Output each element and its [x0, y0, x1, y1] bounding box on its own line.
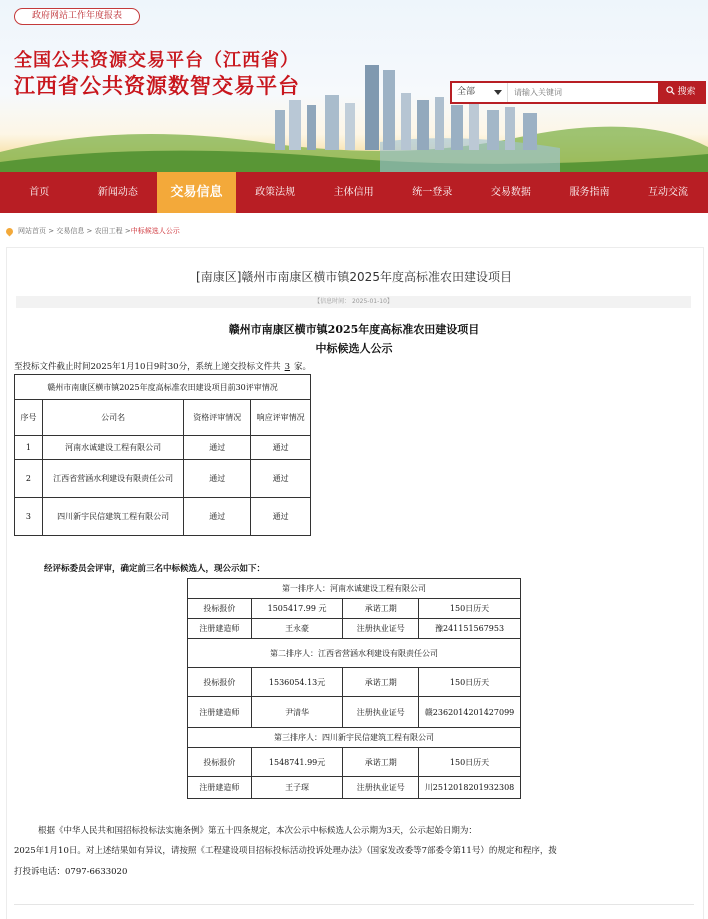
table-row: [188, 777, 521, 799]
site-title-line1: 全国公共资源交易平台（江西省）: [14, 50, 299, 71]
deadline-suffix: 家。: [294, 362, 312, 372]
breadcrumb-path[interactable]: 网站首页 > 交易信息 > 农田工程 >: [18, 227, 131, 235]
engineer-value: 王永豪: [251, 619, 343, 639]
notice-paragraph-3: 打投诉电话：0797-6633020: [14, 867, 128, 877]
bid-price-value: 1548741.99元: [251, 748, 343, 777]
cert-value: 川2512018201932308: [419, 777, 521, 799]
label-bid-price: 投标报价: [188, 599, 252, 619]
table-row: [188, 697, 521, 728]
nav-item-home[interactable]: 首页: [29, 187, 50, 198]
table-header: 序号: [15, 400, 43, 436]
table-row: [15, 436, 311, 460]
search-category-select[interactable]: [452, 83, 508, 102]
table-row: [15, 460, 311, 498]
label-period: 承诺工期: [343, 748, 419, 777]
period-value: 150日历天: [419, 668, 521, 697]
breadcrumb: [6, 226, 180, 236]
label-cert: 注册执业证号: [343, 697, 419, 728]
table-cell: 1: [15, 436, 43, 460]
review-table-caption: 赣州市南康区横市镇2025年度高标准农田建设项目前30评审情况: [15, 375, 311, 400]
label-engineer: 注册建造师: [188, 777, 252, 799]
divider: [14, 904, 694, 905]
nav-item-credit[interactable]: 主体信用: [333, 187, 374, 198]
nav-item-trade-info[interactable]: 交易信息: [157, 172, 236, 213]
notice-paragraph-2: 2025年1月10日。对上述结果如有异议，请按照《工程建设项目招标投标活动投诉处理办法》（国家发改委等7部委令第11号）的规定和程序，拨: [14, 846, 557, 856]
search-bar: [450, 81, 706, 104]
table-row: [188, 619, 521, 639]
search-button[interactable]: [658, 83, 704, 102]
table-cell: 江西省营涵水利建设有限责任公司: [42, 460, 183, 498]
table-cell: 通过: [184, 498, 251, 536]
table-header: 公司名: [42, 400, 183, 436]
table-header: 资格评审情况: [184, 400, 251, 436]
search-category-value: 全部: [457, 87, 476, 97]
nav-item-trade-data[interactable]: 交易数据: [490, 187, 531, 198]
nav-item-login[interactable]: 统一登录: [412, 187, 453, 198]
deadline-line: [14, 360, 311, 372]
engineer-value: 王子琛: [251, 777, 343, 799]
label-engineer: 注册建造师: [188, 619, 252, 639]
table-cell: 河南水诚建设工程有限公司: [42, 436, 183, 460]
nav-item-policy[interactable]: 政策法规: [255, 187, 296, 198]
bid-price-value: 1505417.99 元: [251, 599, 343, 619]
label-period: 承诺工期: [343, 668, 419, 697]
search-icon: [666, 86, 675, 95]
committee-text: 经评标委员会评审，确定前三名中标候选人，现公示如下：: [44, 564, 266, 574]
notice-paragraph-1: 根据《中华人民共和国招标投标法实施条例》第五十四条规定，本次公示中标候选人公示期为3天，公示起始日期为：: [38, 826, 477, 836]
table-cell: 2: [15, 460, 43, 498]
cert-value: 赣2362014201427099: [419, 697, 521, 728]
table-row: [188, 748, 521, 777]
table-cell: 3: [15, 498, 43, 536]
table-cell: 通过: [251, 498, 311, 536]
table-row: [15, 498, 311, 536]
table-row: [188, 599, 521, 619]
table-cell: 通过: [184, 460, 251, 498]
doc-title: 赣州市南康区横市镇2025年度高标准农田建设项目: [228, 323, 480, 336]
bid-count: 3: [284, 362, 291, 372]
candidate-rank-3: 第三排序人：四川新宇民信建筑工程有限公司: [188, 728, 521, 748]
table-header: 响应评审情况: [251, 400, 311, 436]
engineer-value: 尹清华: [251, 697, 343, 728]
label-engineer: 注册建造师: [188, 697, 252, 728]
period-value: 150日历天: [419, 599, 521, 619]
cert-value: 豫241151567953: [419, 619, 521, 639]
period-value: 150日历天: [419, 748, 521, 777]
candidate-table: [187, 578, 521, 799]
doc-subtitle: 中标候选人公示: [315, 342, 393, 355]
label-cert: 注册执业证号: [343, 777, 419, 799]
label-bid-price: 投标报价: [188, 668, 252, 697]
location-pin-icon: [5, 226, 15, 236]
table-cell: 四川新宇民信建筑工程有限公司: [42, 498, 183, 536]
bid-price-value: 1536054.13元: [251, 668, 343, 697]
info-time: 【信息时间： 2025-01-10】: [16, 296, 691, 308]
search-input[interactable]: [508, 83, 658, 102]
main-nav: [0, 172, 708, 213]
nav-item-service-guide[interactable]: 服务指南: [569, 187, 610, 198]
nav-item-news[interactable]: 新闻动态: [97, 187, 138, 198]
deadline-text: 至投标文件截止时间2025年1月10日9时30分，系统上递交投标文件共: [14, 362, 281, 372]
candidate-rank-1: 第一排序人：河南水诚建设工程有限公司: [188, 579, 521, 599]
page-title: [南康区]赣州市南康区横市镇2025年度高标准农田建设项目: [196, 270, 512, 284]
label-period: 承诺工期: [343, 599, 419, 619]
label-bid-price: 投标报价: [188, 748, 252, 777]
annual-report-button[interactable]: 政府网站工作年度报表: [14, 8, 140, 25]
nav-item-interaction[interactable]: 互动交流: [648, 187, 689, 198]
search-button-label: 搜索: [677, 87, 696, 97]
table-cell: 通过: [251, 460, 311, 498]
chevron-down-icon: [494, 90, 502, 95]
candidate-rank-2: 第二排序人：江西省营涵水利建设有限责任公司: [188, 639, 521, 668]
city-skyline-illustration: [255, 55, 555, 155]
site-title-line2: 江西省公共资源数智交易平台: [14, 74, 300, 98]
review-table: [14, 374, 311, 536]
breadcrumb-current: 中标候选人公示: [130, 227, 180, 235]
table-cell: 通过: [251, 436, 311, 460]
label-cert: 注册执业证号: [343, 619, 419, 639]
table-row: [188, 668, 521, 697]
table-cell: 通过: [184, 436, 251, 460]
